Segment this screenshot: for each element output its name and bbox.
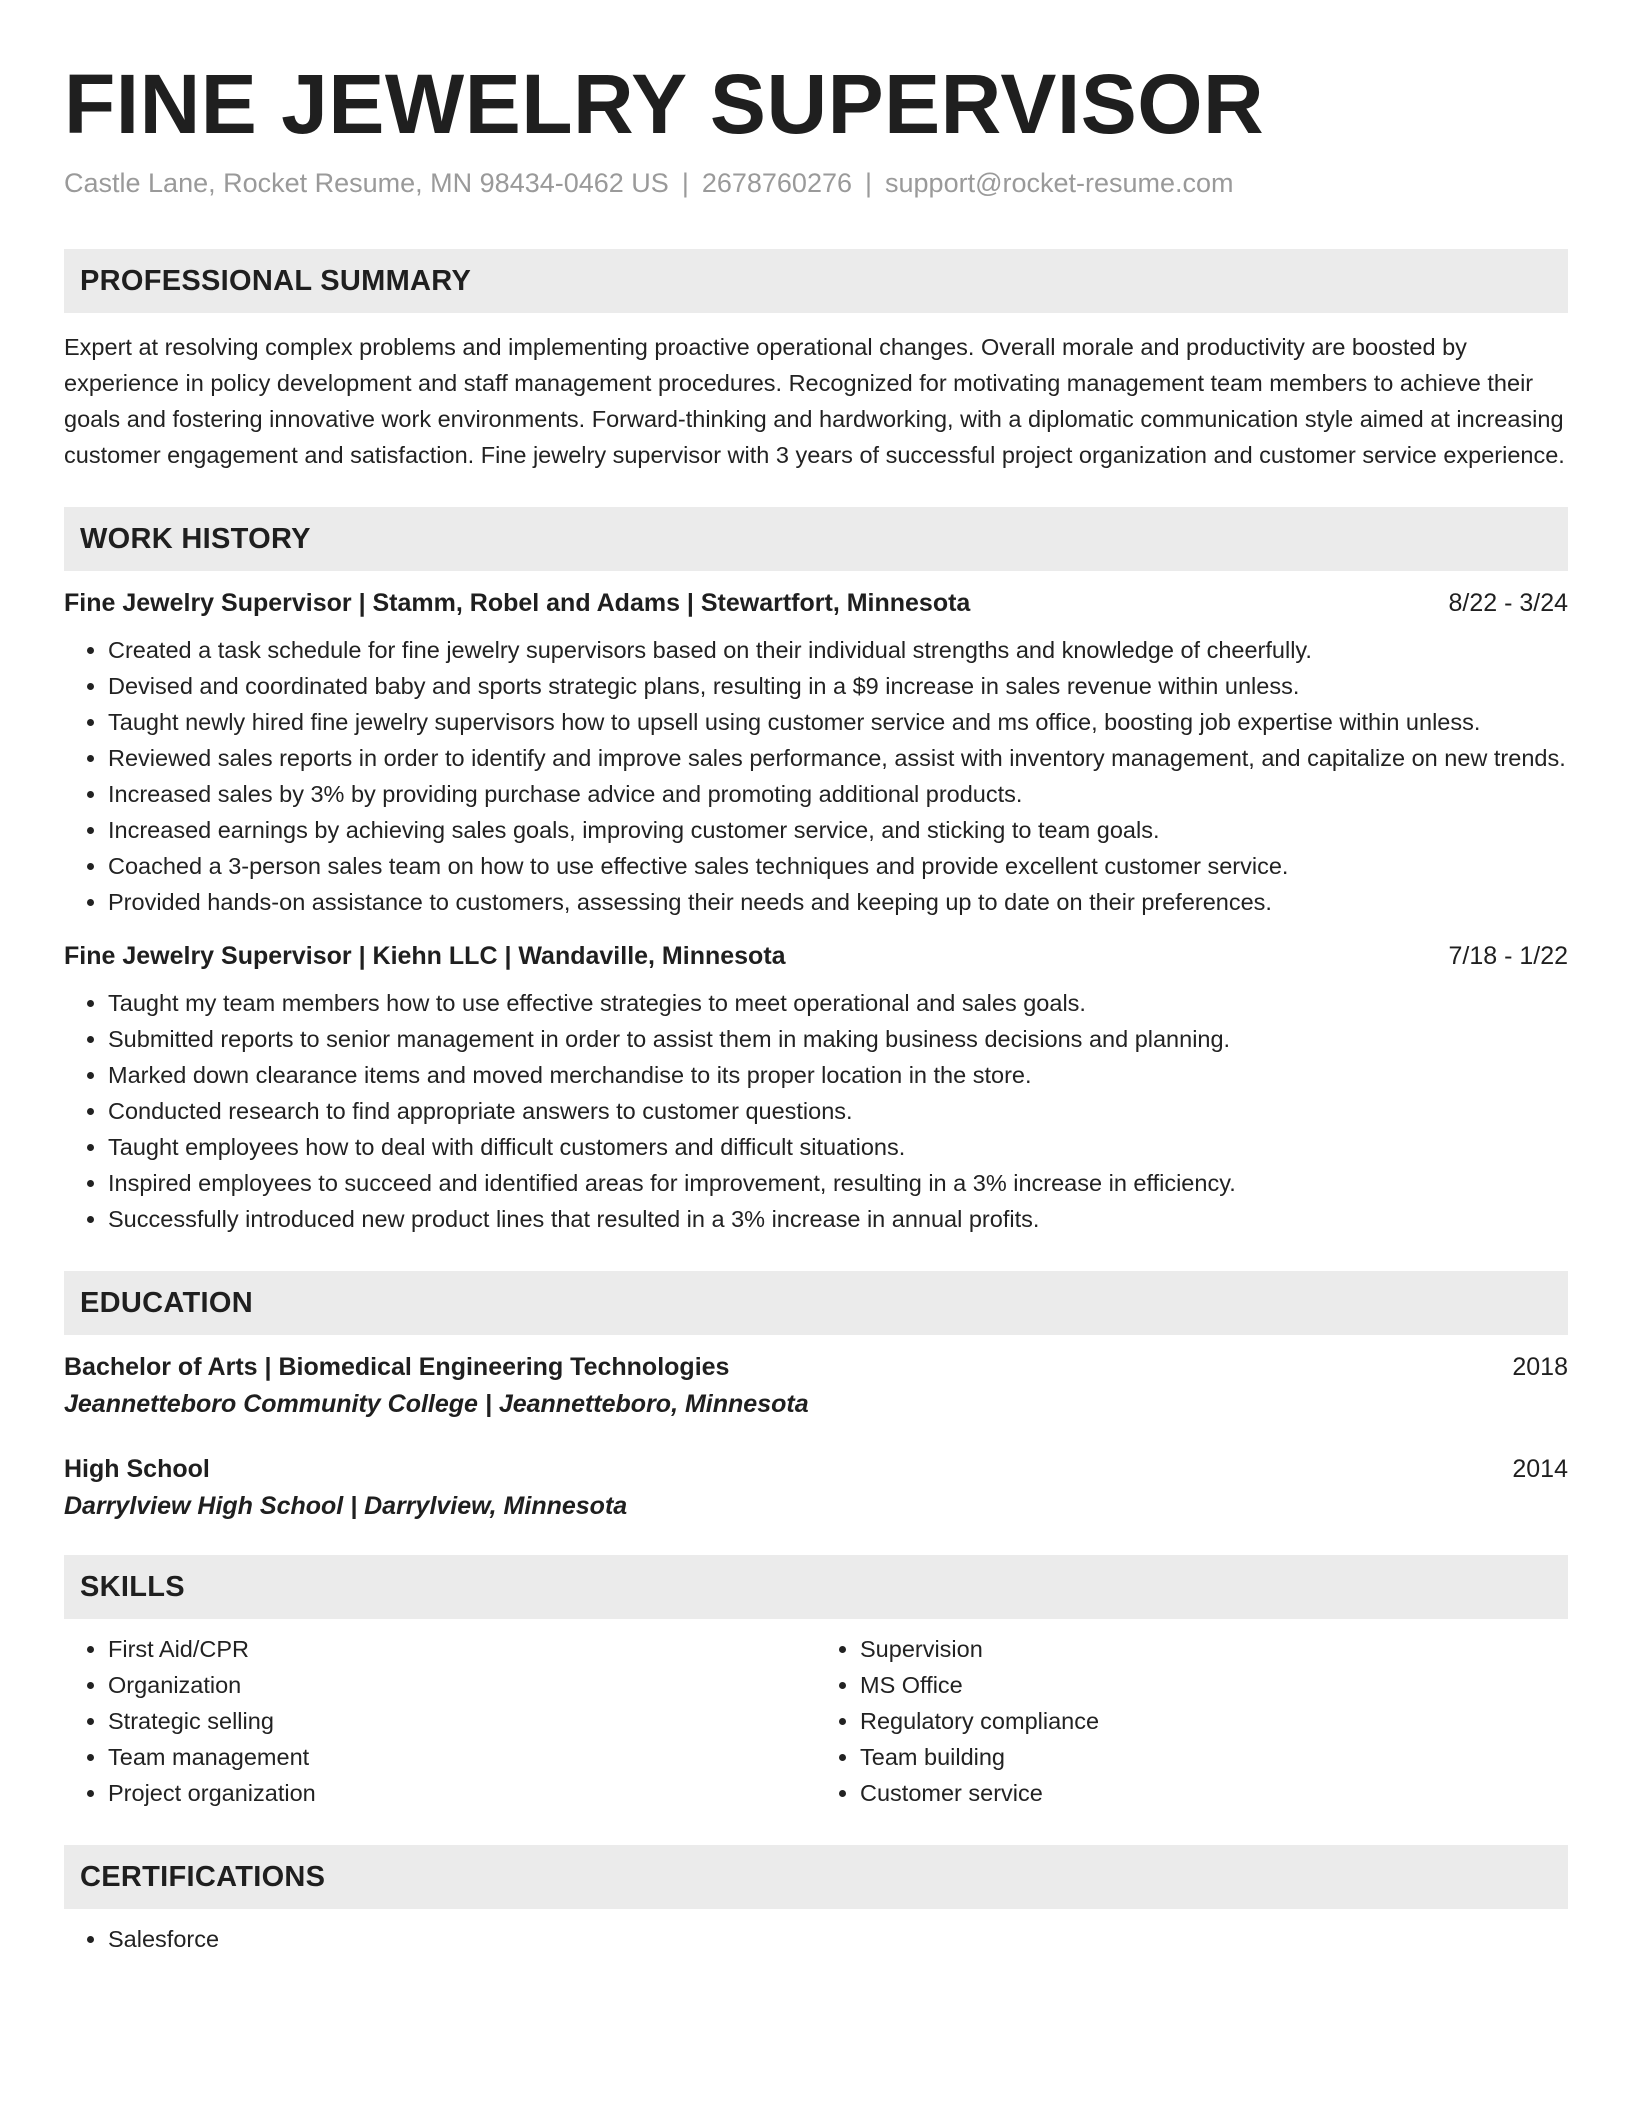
list-item: • Increased sales by 3% by providing purchase advice and promoting additional products.: [108, 776, 1568, 812]
list-item: • Organization: [108, 1667, 816, 1703]
list-item: • Successfully introduced new product lines that resulted in a 3% increase in annual profits.: [108, 1201, 1568, 1237]
job-bullets: [64, 632, 1568, 920]
education-header: [64, 1353, 1568, 1382]
education-entry: [64, 1353, 1568, 1419]
list-item: • Increased earnings by achieving sales goals, improving customer service, and sticking to team goals.: [108, 812, 1568, 848]
list-item: • Submitted reports to senior management in order to assist them in making business decisions and planning.: [108, 1021, 1568, 1057]
job-bullets: [64, 985, 1568, 1237]
education-entry: [64, 1455, 1568, 1521]
certifications-list: [64, 1921, 1568, 1957]
education-header: [64, 1455, 1568, 1484]
education-school: Jeannetteboro Community College | Jeannetteboro, Minnesota: [64, 1390, 809, 1418]
job-header: [64, 942, 1568, 971]
contact-separator: |: [681, 168, 689, 198]
resume-page: [64, 0, 1568, 1957]
list-item: • MS Office: [860, 1667, 1568, 1703]
job-dates: 7/18 - 1/22: [1448, 942, 1568, 970]
list-item: • Marked down clearance items and moved merchandise to its proper location in the store.: [108, 1057, 1568, 1093]
list-item: • Reviewed sales reports in order to identify and improve sales performance, assist with inventory management, and capitalize on new trends.: [108, 740, 1568, 776]
contact-line: [64, 168, 1568, 199]
education-school: Darrylview High School | Darrylview, Minnesota: [64, 1492, 628, 1520]
contact-address: Castle Lane, Rocket Resume, MN 98434-0462 US: [64, 168, 669, 198]
section-heading-work-history: WORK HISTORY: [64, 507, 1568, 571]
skills-list-left: [64, 1631, 816, 1811]
section-heading-summary: PROFESSIONAL SUMMARY: [64, 249, 1568, 313]
list-item: • Team building: [860, 1739, 1568, 1775]
section-heading-certifications: CERTIFICATIONS: [64, 1845, 1568, 1909]
list-item: • Salesforce: [108, 1921, 1568, 1957]
list-item: • Taught employees how to deal with difficult customers and difficult situations.: [108, 1129, 1568, 1165]
education-degree: Bachelor of Arts | Biomedical Engineering Technologies: [64, 1353, 730, 1381]
job-title: Fine Jewelry Supervisor | Kiehn LLC | Wandaville, Minnesota: [64, 942, 786, 970]
list-item: • Team management: [108, 1739, 816, 1775]
candidate-title: FINE JEWELRY SUPERVISOR: [64, 57, 1265, 151]
list-item: • Provided hands-on assistance to customers, assessing their needs and keeping up to date on their preferences.: [108, 884, 1568, 920]
list-item: • Coached a 3-person sales team on how to use effective sales techniques and provide excellent customer service.: [108, 848, 1568, 884]
list-item: • Inspired employees to succeed and identified areas for improvement, resulting in a 3% increase in efficiency.: [108, 1165, 1568, 1201]
skills-grid: [64, 1631, 1568, 1811]
list-item: • Conducted research to find appropriate answers to customer questions.: [108, 1093, 1568, 1129]
job-dates: 8/22 - 3/24: [1448, 589, 1568, 617]
list-item: • Taught newly hired fine jewelry supervisors how to upsell using customer service and ms office, boosting job expertise within unless.: [108, 704, 1568, 740]
contact-separator: |: [865, 168, 873, 198]
list-item: • Devised and coordinated baby and sports strategic plans, resulting in a $9 increase in sales revenue within unless.: [108, 668, 1568, 704]
education-year: 2014: [1512, 1455, 1568, 1483]
list-item: • First Aid/CPR: [108, 1631, 816, 1667]
job-entry: [64, 589, 1568, 920]
list-item: • Created a task schedule for fine jewelry supervisors based on their individual strengths and knowledge of cheerfully.: [108, 632, 1568, 668]
job-header: [64, 589, 1568, 618]
summary-text: Expert at resolving complex problems and implementing proactive operational changes. Overall morale and productivity are boosted by experience in policy development and staff management procedures. Recognized for motivating management team members to achieve their goals and fostering innovative work environments. Forward-thinking and hardworking, with a diplomatic communication style aimed at increasing customer engagement and satisfaction. Fine jewelry supervisor with 3 years of successful project organization and customer service experience.: [64, 334, 1565, 468]
list-item: • Project organization: [108, 1775, 816, 1811]
list-item: • Taught my team members how to use effective strategies to meet operational and sales goals.: [108, 985, 1568, 1021]
list-item: • Strategic selling: [108, 1703, 816, 1739]
list-item: • Regulatory compliance: [860, 1703, 1568, 1739]
education-degree: High School: [64, 1455, 210, 1483]
job-entry: [64, 942, 1568, 1237]
section-heading-skills: SKILLS: [64, 1555, 1568, 1619]
skills-list-right: [816, 1631, 1568, 1811]
list-item: • Supervision: [860, 1631, 1568, 1667]
contact-phone: 2678760276: [701, 168, 852, 198]
list-item: • Customer service: [860, 1775, 1568, 1811]
job-title: Fine Jewelry Supervisor | Stamm, Robel and Adams | Stewartfort, Minnesota: [64, 589, 971, 617]
section-heading-education: EDUCATION: [64, 1271, 1568, 1335]
education-year: 2018: [1512, 1353, 1568, 1381]
contact-email: support@rocket-resume.com: [885, 168, 1234, 198]
